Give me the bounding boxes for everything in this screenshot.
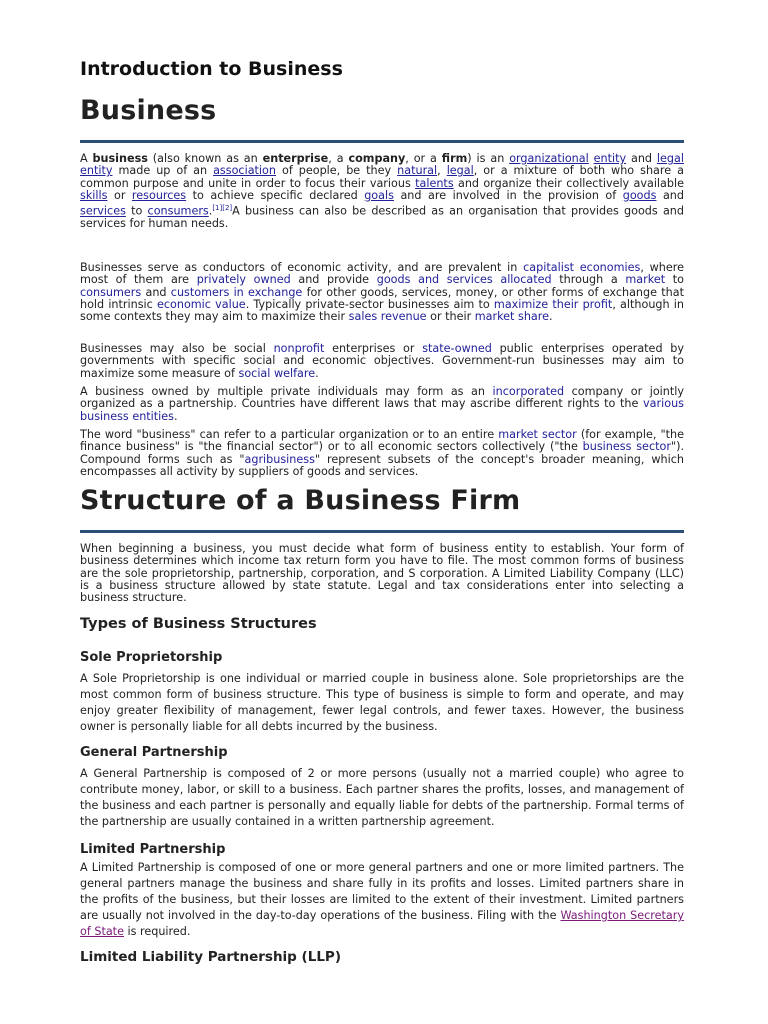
text-run: company or jointly organized as a partnership. Countries have different laws that may ascribe different rights to the (80, 385, 684, 411)
document-title: Introduction to Business (80, 58, 343, 80)
inline-link[interactable]: capitalist economies (523, 261, 641, 274)
inline-link[interactable]: organizational (509, 152, 589, 165)
inline-link[interactable]: talents (415, 176, 454, 190)
subheading-sole-proprietorship: Sole Proprietorship (80, 650, 223, 665)
text-run: " represent subsets of the concept's broader meaning, which encompasses all activity by suppliers of goods and services. (80, 452, 684, 478)
inline-link[interactable]: consumers (80, 285, 142, 299)
text-run: Businesses serve as conductors of economic activity, and are prevalent in (80, 261, 524, 274)
bold-term: company (348, 152, 406, 165)
text-run: and are involved in the provision of (393, 188, 623, 202)
text-run: of people, be they (275, 164, 398, 178)
inline-link[interactable]: natural (397, 164, 438, 178)
inline-link[interactable]: legal entity (80, 152, 684, 178)
paragraph-economic-activity (80, 262, 684, 323)
paragraph-ownership (80, 386, 684, 423)
text-run: (for example, "the finance business" is "the financial sector") or to all economic sectors collectively ("the (80, 428, 684, 454)
paragraph-general-partnership: A General Partnership is composed of 2 or more persons (usually not a married couple) who agree to contribute money, labor, or skill to a business. Each partner shares the profits, losses, and management of the business and each partner is personally and equally liable for debts of the partnership. Formal terms of the partnership are usually contained in a written partnership agreement. (80, 767, 684, 828)
inline-link[interactable]: state-owned (422, 342, 492, 355)
text-run: , or a mixture of both who share a common purpose and unite in order to focus their various (80, 164, 684, 190)
text-run: or their (426, 310, 475, 324)
bold-term: enterprise (262, 152, 329, 165)
inline-link[interactable]: sales revenue (348, 310, 427, 324)
text-run: . (174, 409, 178, 423)
text-run: , or a (405, 152, 442, 165)
text-run: , a (328, 152, 349, 165)
heading-rule (80, 530, 684, 533)
text-run: "). Compound forms such as " (80, 440, 685, 466)
text-run: public enterprises operated by governments with specific social and economic objectives. Government-run businesses may aim to maximize some measure of (80, 342, 684, 380)
text-run: through a (551, 273, 626, 287)
text-run: and (656, 188, 685, 202)
bold-term: business (92, 152, 148, 165)
text-run: , although in some contexts they may aim to maximize their (80, 297, 685, 324)
text-run: Businesses may also be social (80, 342, 274, 355)
text-run: and provide (290, 273, 377, 287)
inline-link[interactable]: consumers (147, 204, 209, 218)
text-run: to (125, 204, 148, 218)
paragraph-word-business (80, 429, 684, 478)
limited-text-after: is required. (123, 925, 191, 938)
subheading-llp: Limited Liability Partnership (LLP) (80, 949, 341, 965)
text-run: and (141, 285, 171, 299)
inline-link[interactable]: privately owned (196, 273, 291, 287)
text-run: , where most of them are (80, 261, 685, 287)
section-heading-structure: Structure of a Business Firm (80, 485, 521, 516)
inline-link[interactable]: market share (474, 310, 550, 324)
text-run: and organize their collectively available (453, 176, 684, 190)
inline-link[interactable]: entity (593, 152, 627, 165)
text-run: . (549, 310, 553, 324)
inline-link[interactable]: goals (364, 188, 394, 202)
subheading-limited-partnership: Limited Partnership (80, 842, 226, 857)
inline-link[interactable]: goods (622, 188, 657, 202)
inline-link[interactable]: various business entities (80, 397, 684, 423)
inline-link[interactable]: association (213, 164, 276, 178)
paragraph-business-definition (80, 153, 684, 231)
section-heading-business: Business (80, 95, 217, 126)
text-run: enterprises or (324, 342, 423, 355)
subheading-general-partnership: General Partnership (80, 745, 228, 760)
text-run: , (437, 164, 447, 178)
inline-link[interactable]: skills (80, 188, 108, 202)
text-run: and (626, 152, 657, 165)
bold-term: firm (441, 152, 468, 165)
heading-rule (80, 140, 684, 143)
text-run: for other goods, services, money, or other forms of exchange that hold intrinsic (80, 285, 684, 311)
inline-link[interactable]: agribusiness (244, 452, 315, 466)
text-run: to (665, 273, 684, 287)
inline-link[interactable]: market sector (498, 428, 577, 441)
paragraph-limited-partnership (80, 860, 684, 940)
text-run: (also known as an (147, 152, 263, 165)
text-run: . Typically private-sector businesses aim to (245, 297, 494, 311)
paragraph-sole-proprietorship: A Sole Proprietorship is one individual or married couple in business alone. Sole proprietorships are the most common form of business structure. This type of business is simple to form and operate, and may enjoy greater flexibility of management, fewer legal controls, and fewer taxes. However, the business owner is personally liable for all debts incurred by the business. (80, 672, 684, 733)
inline-link[interactable]: maximize their profit (493, 297, 613, 311)
text-run: . (208, 204, 213, 218)
inline-link[interactable]: customers in exchange (170, 285, 303, 299)
text-run: to achieve specific declared (186, 188, 365, 202)
text-run: A business owned by multiple private individuals may form as an (80, 385, 493, 398)
text-run: A business can also be described as an organisation that provides goods and services for human needs. (80, 204, 684, 231)
text-run: . (315, 366, 319, 380)
link-washington-secretary-of-state[interactable]: Washington Secretary of State (80, 909, 684, 938)
text-run: made up of an (112, 164, 214, 178)
inline-link[interactable]: business sector (582, 440, 671, 454)
inline-link[interactable]: social welfare (238, 366, 316, 380)
inline-link[interactable]: services (80, 204, 126, 218)
inline-link[interactable]: economic value (156, 297, 246, 311)
subheading-types: Types of Business Structures (80, 616, 317, 632)
inline-link[interactable]: incorporated (492, 385, 565, 398)
inline-link[interactable]: legal (446, 164, 474, 178)
text-run: ) is an (467, 152, 510, 165)
paragraph-social-enterprise (80, 343, 684, 380)
text-run: The word "business" can refer to a particular organization or to an entire (80, 428, 499, 441)
citation-link[interactable]: [1][2] (212, 204, 233, 213)
inline-link[interactable]: resources (131, 188, 187, 202)
paragraph-structure-intro: When beginning a business, you must decide what form of business entity to establish. Your form of business determines which income tax return form you have to file. The most common forms of business are the sole proprietorship, partnership, corporation, and S corporation. A Limited Liability Company (LLC) is a business structure allowed by state statute. Legal and tax considerations enter into selecting a business structure. (80, 542, 684, 605)
inline-link[interactable]: market (625, 273, 666, 287)
limited-text-before: A Limited Partnership is composed of one or more general partners and one or more limited partners. The general partners manage the business and share fully in its profits and losses. Limited partners share in the profits of the business, but their losses are limited to the extent of their investment. Limited partners are usually not involved in the day-to-day operations of the business. Filing with the (80, 861, 684, 922)
text-run: A (80, 152, 93, 165)
inline-link[interactable]: nonprofit (273, 342, 325, 355)
inline-link[interactable]: goods and services allocated (376, 273, 552, 287)
text-run: or (107, 188, 132, 202)
